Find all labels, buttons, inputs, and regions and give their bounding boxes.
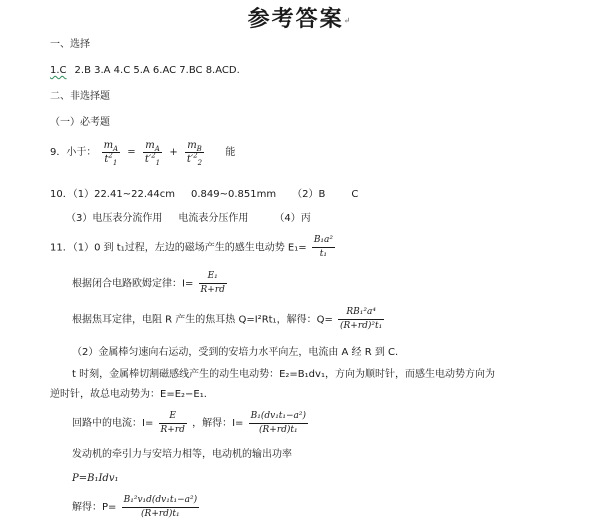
q9-frac-2: $\frac{m_A}{t'^2_1}$ xyxy=(144,139,161,167)
q9-plus: + xyxy=(169,147,178,158)
q11-joule-frac: $\frac{\text{RB₁²a⁴}}{\text{(R+rd)²t₁}}$ xyxy=(340,307,383,331)
q9-frac-3: $\frac{m_B}{t'^2_2}$ xyxy=(186,139,203,167)
q11-current-solved-frac: $\frac{\text{B₁(dv₁t₁−a²)}}{\text{(R+rd)t₁}}$ xyxy=(250,410,307,435)
q11-power-formula: P=B₁Idv₁ xyxy=(72,473,119,484)
q10-line-1: 10．（1）22.41~22.44cm 0.849~0.851mm （2）B C xyxy=(50,189,359,200)
q11-emf-line-1: t 时刻，金属棒切割磁感线产生的动生电动势：E₂=B₁dv₁，方向为顺时针，而感生电动势方向为 xyxy=(72,369,495,380)
section-nonchoice-heading: 二、非选择题 xyxy=(50,91,110,102)
q11-power-frac: $\frac{\text{B₁²v₁d(dv₁t₁−a²)}}{\text{(R+rd)t₁}}$ xyxy=(123,494,198,519)
return-mark-icon: ↵ xyxy=(343,15,353,25)
q9-answer xyxy=(50,138,235,168)
q11-part-2: （2）金属棒匀速向右运动，受到的安培力水平向左，电流由 A 经 R 到 C. xyxy=(72,347,399,358)
choice-answers xyxy=(50,64,240,78)
choice-answers-rest: 2.B 3.A 4.C 5.A 6.AC 7.BC 8.ACD. xyxy=(74,65,240,76)
subsection-required-heading: （一）必考题 xyxy=(50,117,110,128)
q11-current-frac: $\frac{E}{R+rd}$ xyxy=(160,410,185,435)
q11-current: 回路中的电流：I= $\frac{E}{R+rd}$ ，解得：I= $\frac{\text{B₁(dv₁t₁−a²)}}{\text{(R+rd)t₁}}$ xyxy=(72,410,307,435)
q11-ohm-law: 根据闭合电路欧姆定律：I= $\frac{\text{E₁}}{R+rd}$ xyxy=(72,271,225,295)
q11-ohm-frac: $\frac{\text{E₁}}{R+rd}$ xyxy=(200,271,225,295)
section-choice-heading: 一、选择 xyxy=(50,39,90,50)
q11-joule-law: 根据焦耳定律，电阻 R 产生的焦耳热 Q=I²Rt₁，解得：Q= $\frac{\text{RB₁²a⁴}}{\text{(R+rd)²t₁}}$ xyxy=(72,307,383,331)
page-title: 参考答案↵ xyxy=(247,6,353,32)
choice-answer-1: 1.C xyxy=(50,65,67,76)
q10-line-2: （3）电压表分流作用 电流表分压作用 （4）丙 xyxy=(66,213,311,224)
q9-prefix: 9．小于： xyxy=(50,147,97,158)
q9-equals: = xyxy=(127,147,136,158)
q11-emf-line-2: 逆时针，故总电动势为：E=E₂−E₁. xyxy=(50,389,207,400)
q11-power-solution: 解得：P= $\frac{\text{B₁²v₁d(dv₁t₁−a²)}}{\text{(R+rd)t₁}}$ xyxy=(72,494,198,519)
q11-engine-power: 发动机的牵引力与安培力相等，电动机的输出功率 xyxy=(72,449,292,460)
q9-suffix: 能 xyxy=(225,147,236,158)
q11-e1-frac: $\frac{\text{B₁a²}}{\text{t₁}}$ xyxy=(313,235,334,259)
q11-intro: 11．（1）0 到 t₁过程，左边的磁场产生的感生电动势 E₁= $\frac{\text{B₁a²}}{\text{t₁}}$ xyxy=(50,235,334,259)
q9-frac-1: $\frac{m_A}{t^2_1}$ xyxy=(103,139,119,167)
